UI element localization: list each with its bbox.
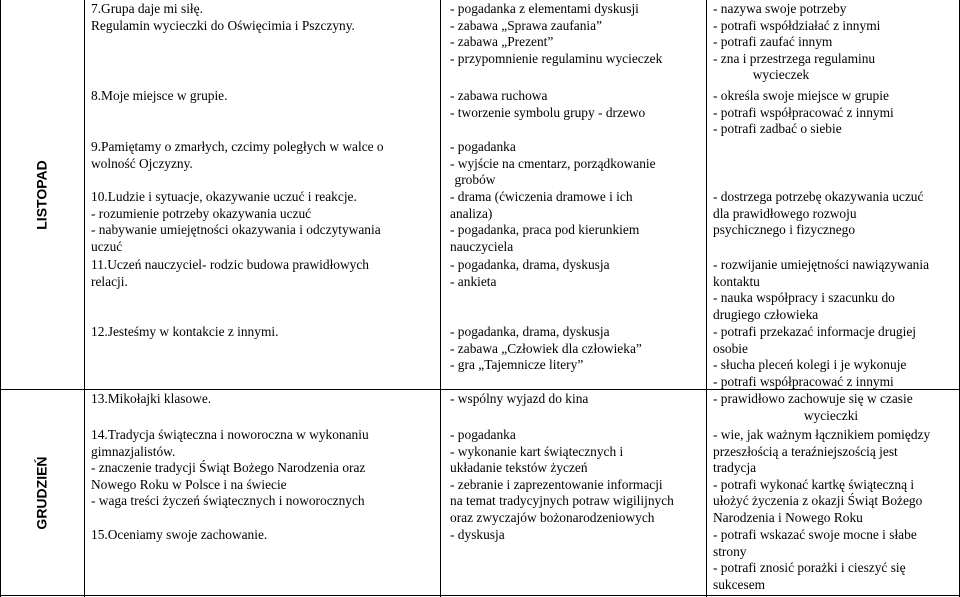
topic-cell — [91, 427, 416, 510]
methods-cell — [450, 427, 690, 527]
month-label-grudzien: GRUDZIEŃ — [33, 455, 50, 530]
month-cell-listopad — [0, 0, 84, 389]
outcome-text: - potrafi przekazać informacje drugiej — [713, 324, 916, 339]
outcome-text: - nazywa swoje potrzeby — [713, 1, 847, 16]
outcome-text: - nauka współpracy i szacunku do — [713, 290, 895, 306]
outcome-text: - potrafi współdziałać z innymi — [713, 17, 881, 33]
topic-cell — [91, 1, 416, 34]
methods-cell — [450, 139, 690, 189]
topic-text: 12.Jesteśmy w kontakcie z innymi. — [91, 324, 279, 339]
method-text: analiza) — [450, 205, 493, 221]
topic-cell — [91, 139, 416, 172]
outcome-text: kontaktu — [713, 273, 760, 289]
outcome-text: drugiego człowieka — [713, 306, 819, 322]
methods-column-divider — [440, 0, 441, 597]
month-label-listopad: LISTOPAD — [33, 159, 50, 230]
topic-text: - rozumienie potrzeby okazywania uczuć — [91, 205, 312, 221]
outcome-text: tradycja — [713, 460, 757, 476]
topic-text: - waga treści życzeń świątecznych i noworocznych — [91, 493, 365, 509]
method-text: - tworzenie symbolu grupy - drzewo — [450, 104, 646, 120]
method-text: - wykonanie kart świątecznych i — [450, 443, 624, 459]
topic-text: - znaczenie tradycji Świąt Bożego Narodzenia oraz — [91, 460, 366, 476]
month-cell-grudzien — [0, 390, 84, 595]
topic-text: 9.Pamiętamy o zmarłych, czcimy poległych w walce o — [91, 139, 384, 154]
methods-cell — [450, 189, 690, 255]
topic-text: 15.Oceniamy swoje zachowanie. — [91, 527, 268, 542]
outcome-text: wycieczek — [752, 67, 810, 83]
topic-text: 11.Uczeń nauczyciel- rodzic budowa prawidłowych — [91, 257, 369, 272]
methods-cell — [450, 257, 690, 290]
method-text: oraz zwyczajów bożonarodzeniowych — [450, 509, 655, 525]
topic-text: wolność Ojczyzny. — [91, 155, 193, 171]
topic-text: Regulamin wycieczki do Oświęcimia i Pszczyny. — [91, 17, 355, 33]
outcome-text: - potrafi wykonać kartkę świąteczną i — [713, 476, 915, 492]
outcome-text: przeszłością a teraźniejszością jest — [713, 443, 898, 459]
methods-cell — [450, 391, 690, 408]
topic-text: 14.Tradycja świąteczna i noworoczna w wykonaniu — [91, 427, 369, 442]
outcomes-cell — [713, 1, 953, 84]
method-text: nauczyciela — [450, 238, 514, 254]
outcomes-cell — [713, 88, 953, 138]
outcomes-cell — [713, 257, 953, 323]
method-text: grobów — [454, 172, 496, 188]
method-text: - zabawa „Sprawa zaufania” — [450, 17, 603, 33]
outcomes-cell — [713, 324, 953, 390]
method-text: - przypomnienie regulaminu wycieczek — [450, 50, 663, 66]
topic-text: - nabywanie umiejętności okazywania i odczytywania — [91, 222, 381, 238]
outcome-text: - wie, jak ważnym łącznikiem pomiędzy — [713, 427, 931, 442]
method-text: - zebranie i zaprezentowanie informacji — [450, 476, 663, 492]
outcome-text: wycieczki — [803, 407, 859, 423]
outcome-text: osobie — [713, 340, 748, 356]
outcome-text: psychicznego i fizycznego — [713, 222, 856, 238]
outcome-text: sukcesem — [713, 576, 766, 592]
method-text: - dyskusja — [450, 527, 505, 542]
table-border-bottom — [0, 595, 960, 596]
outcome-text: - dostrzega potrzebę okazywania uczuć — [713, 189, 924, 204]
topic-cell — [91, 189, 416, 255]
method-text: - ankieta — [450, 273, 497, 289]
topic-text: 13.Mikołajki klasowe. — [91, 391, 212, 406]
method-text: - zabawa „Prezent” — [450, 34, 554, 50]
method-text: - zabawa „Człowiek dla człowieka” — [450, 340, 642, 356]
method-text: - drama (ćwiczenia dramowe i ich — [450, 189, 633, 204]
outcome-text: - określa swoje miejsce w grupie — [713, 88, 889, 103]
outcome-text: - rozwijanie umiejętności nawiązywania — [713, 257, 930, 272]
methods-cell — [450, 324, 690, 374]
outcomes-cell — [713, 527, 953, 593]
outcome-text: - prawidłowo zachowuje się w czasie — [713, 391, 913, 406]
outcome-text: - słucha pleceń kolegi i je wykonuje — [713, 357, 907, 373]
outcomes-column-divider — [706, 0, 707, 597]
outcome-text: - potrafi zadbać o siebie — [713, 121, 842, 137]
outcome-text: - potrafi znosić porażki i cieszyć się — [713, 560, 906, 576]
method-text: - wspólny wyjazd do kina — [450, 391, 589, 406]
methods-cell — [450, 1, 690, 67]
method-text: - pogadanka z elementami dyskusji — [450, 1, 639, 16]
outcome-text: - zna i przestrzega regulaminu — [713, 50, 876, 66]
topic-cell — [91, 257, 416, 290]
outcomes-cell — [713, 427, 953, 527]
method-text: na temat tradycyjnych potraw wigilijnych — [450, 493, 674, 509]
topic-text: Nowego Roku w Polsce i na świecie — [91, 476, 287, 492]
outcomes-cell — [713, 189, 953, 239]
method-text: - zabawa ruchowa — [450, 88, 548, 103]
topic-text: relacji. — [91, 273, 128, 289]
topic-text: uczuć — [91, 238, 123, 254]
method-text: - pogadanka, drama, dyskusja — [450, 324, 610, 339]
topic-cell — [91, 324, 416, 341]
month-column-divider — [84, 0, 85, 597]
method-text: - pogadanka, praca pod kierunkiem — [450, 222, 640, 238]
outcome-text: dla prawidłowego rozwoju — [713, 205, 857, 221]
outcome-text: - potrafi współpracować z innymi — [713, 373, 894, 389]
methods-cell — [450, 527, 690, 544]
method-text: - pogadanka — [450, 427, 516, 442]
topic-cell — [91, 527, 416, 544]
method-text: układanie tekstów życzeń — [450, 460, 588, 476]
outcome-text: strony — [713, 543, 747, 559]
topic-text: gimnazjalistów. — [91, 443, 176, 459]
method-text: - pogadanka, drama, dyskusja — [450, 257, 610, 272]
topic-text: 8.Moje miejsce w grupie. — [91, 88, 228, 103]
method-text: - pogadanka — [450, 139, 516, 154]
topic-cell — [91, 88, 416, 105]
outcome-text: ułożyć życzenia z okazji Świąt Bożego — [713, 493, 923, 509]
method-text: - wyjście na cmentarz, porządkowanie — [450, 155, 656, 171]
topic-cell — [91, 391, 416, 408]
outcomes-cell — [713, 391, 953, 424]
outcome-text: - potrafi współpracować z innymi — [713, 104, 894, 120]
outcome-text: - potrafi zaufać innym — [713, 34, 833, 50]
methods-cell — [450, 88, 690, 121]
outcome-text: Narodzenia i Nowego Roku — [713, 509, 863, 525]
topic-text: 7.Grupa daje mi siłę. — [91, 1, 203, 16]
topic-text: 10.Ludzie i sytuacje, okazywanie uczuć i reakcje. — [91, 189, 357, 204]
outcome-text: - potrafi wskazać swoje mocne i słabe — [713, 527, 917, 542]
method-text: - gra „Tajemnicze litery” — [450, 357, 584, 373]
